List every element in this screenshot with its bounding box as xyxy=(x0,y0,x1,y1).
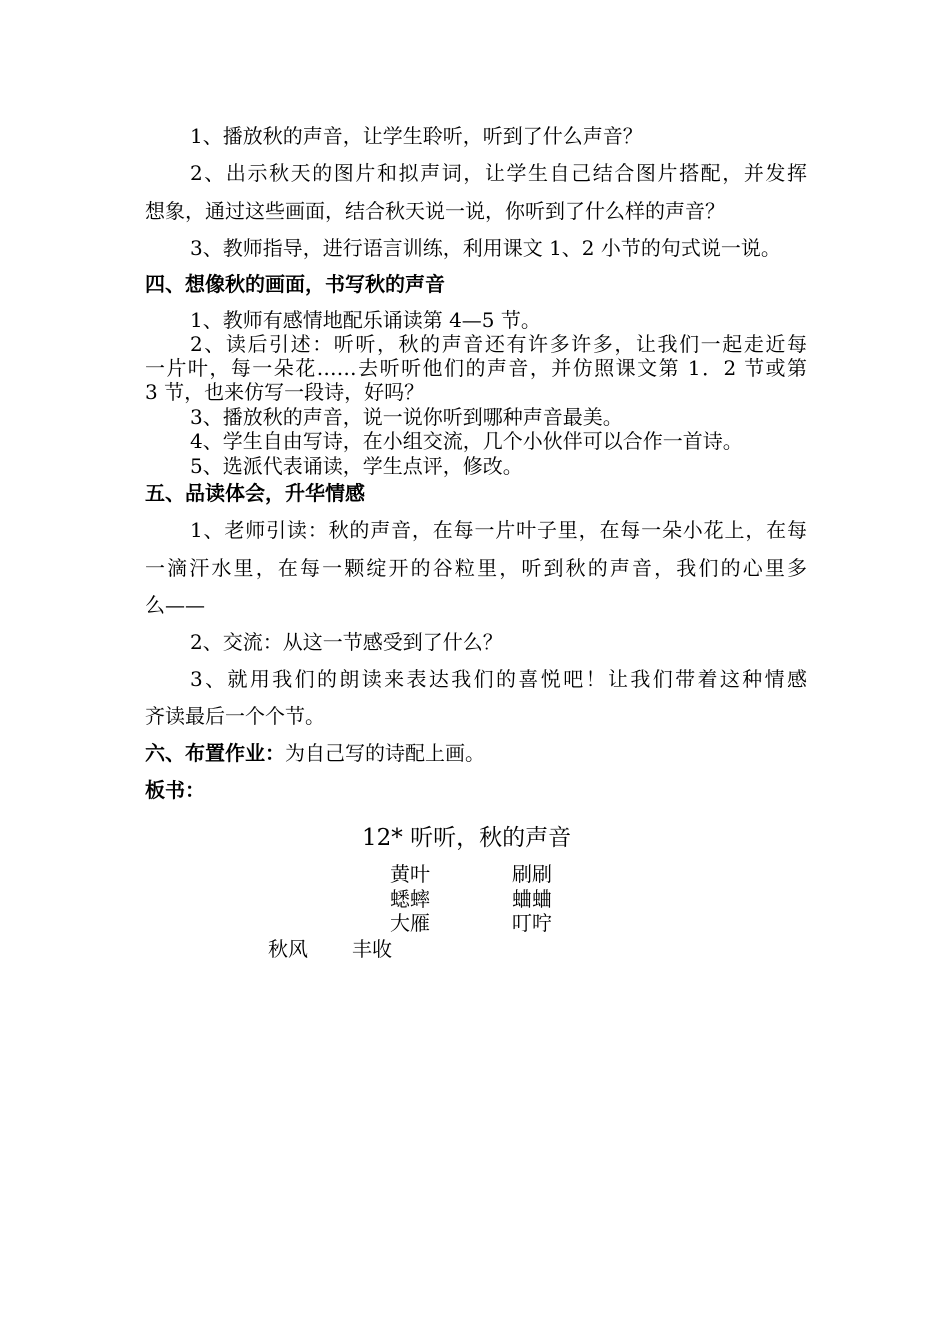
paragraph-5-2: 2、交流：从这一节感受到了什么？ xyxy=(190,630,503,654)
board-heading: 板书： xyxy=(145,778,205,802)
board-row-1-right: 刷刷 xyxy=(512,862,552,886)
paragraph-4-1: 1、教师有感情地配乐诵读第 4—5 节。 xyxy=(190,308,541,332)
board-row-3-right: 叮咛 xyxy=(512,911,552,935)
section-6-text: 为自己写的诗配上画。 xyxy=(285,741,485,765)
board-row-2-left: 蟋蟀 xyxy=(390,887,430,911)
section-4-heading: 四、想像秋的画面，书写秋的声音 xyxy=(145,272,445,296)
paragraph-5-3-line2: 齐读最后一个个节。 xyxy=(145,704,325,728)
section-6-heading: 六、布置作业： xyxy=(145,741,285,765)
paragraph-4-2-line1: 2、读后引述：听听，秋的声音还有许多许多，让我们一起走近每 xyxy=(190,332,807,356)
board-row-3-left: 大雁 xyxy=(390,911,430,935)
paragraph-3-2-line2: 想象，通过这些画面，结合秋天说一说，你听到了什么样的声音？ xyxy=(145,199,725,223)
board-title: 12* 听听，秋的声音 xyxy=(362,825,572,851)
board-row-1-left: 黄叶 xyxy=(390,862,430,886)
paragraph-4-4: 4、学生自由写诗，在小组交流，几个小伙伴可以合作一首诗。 xyxy=(190,429,743,453)
board-row-2-right: 蛐蛐 xyxy=(512,887,552,911)
paragraph-4-5: 5、选派代表诵读，学生点评，修改。 xyxy=(190,454,523,478)
section-5-heading: 五、品读体会，升华情感 xyxy=(145,481,365,505)
paragraph-3-2-line1: 2、出示秋天的图片和拟声词，让学生自己结合图片搭配，并发挥 xyxy=(190,161,807,185)
paragraph-5-3-line1: 3、就用我们的朗读来表达我们的喜悦吧！让我们带着这种情感 xyxy=(190,667,807,691)
paragraph-5-1-line1: 1、老师引读：秋的声音，在每一片叶子里，在每一朵小花上，在每 xyxy=(190,518,807,542)
board-bottom-right: 丰收 xyxy=(352,937,392,961)
paragraph-4-2-line3: 3 节，也来仿写一段诗，好吗？ xyxy=(145,380,425,404)
paragraph-5-1-line3: 么—— xyxy=(145,593,205,617)
board-bottom-left: 秋风 xyxy=(268,937,308,961)
paragraph-4-2-line2: 一片叶，每一朵花……去听听他们的声音，并仿照课文第 1．2 节或第 xyxy=(145,356,807,380)
paragraph-3-3: 3、教师指导，进行语言训练，利用课文 1、2 小节的句式说一说。 xyxy=(190,236,781,260)
paragraph-3-1: 1、播放秋的声音，让学生聆听，听到了什么声音？ xyxy=(190,124,643,148)
paragraph-4-3: 3、播放秋的声音，说一说你听到哪种声音最美。 xyxy=(190,405,623,429)
paragraph-5-1-line2: 一滴汗水里，在每一颗绽开的谷粒里，听到秋的声音，我们的心里多 xyxy=(145,556,807,580)
section-6 xyxy=(145,741,485,765)
